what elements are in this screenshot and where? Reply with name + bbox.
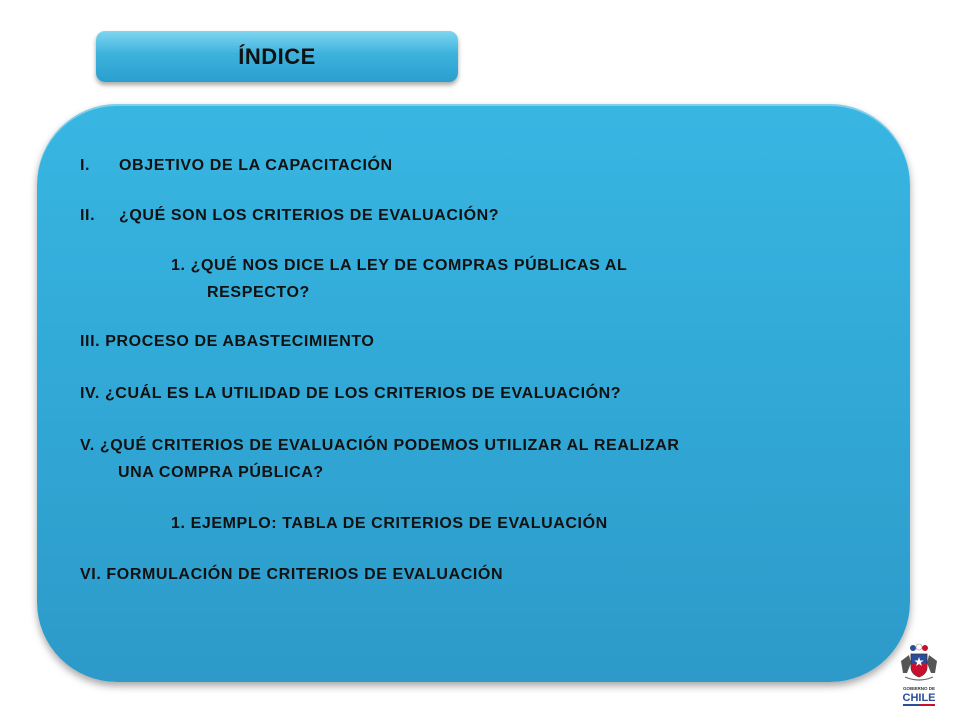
page-title: ÍNDICE — [238, 43, 316, 69]
item-text-line2: UNA COMPRA PÚBLICA? — [118, 464, 324, 481]
coat-of-arms-icon — [895, 643, 943, 711]
list-item-continuation — [207, 281, 310, 305]
list-item — [80, 382, 621, 406]
index-list — [37, 104, 910, 682]
gobierno-de-chile-logo — [895, 643, 943, 711]
item-text: III. PROCESO DE ABASTECIMIENTO — [80, 333, 375, 350]
item-text: VI. FORMULACIÓN DE CRITERIOS DE EVALUACIÓN — [80, 566, 504, 583]
item-text-line1: 1. ¿QUÉ NOS DICE LA LEY DE COMPRAS PÚBLICAS AL — [171, 257, 628, 274]
list-item — [171, 512, 608, 536]
item-text: OBJETIVO DE LA CAPACITACIÓN — [119, 157, 393, 174]
item-text: 1. EJEMPLO: TABLA DE CRITERIOS DE EVALUACIÓN — [171, 515, 608, 532]
item-text: IV. ¿CUÁL ES LA UTILIDAD DE LOS CRITERIOS DE EVALUACIÓN? — [80, 385, 622, 402]
list-item — [80, 330, 374, 354]
list-item-continuation — [118, 461, 324, 485]
index-panel — [37, 104, 910, 682]
item-number: I. — [80, 157, 91, 174]
item-text-line2: RESPECTO? — [207, 284, 310, 301]
list-item — [80, 563, 503, 587]
item-text: ¿QUÉ SON LOS CRITERIOS DE EVALUACIÓN? — [119, 207, 500, 224]
item-number: II. — [80, 207, 96, 224]
item-text-line1: V. ¿QUÉ CRITERIOS DE EVALUACIÓN PODEMOS UTILIZAR AL REALIZAR — [80, 437, 680, 454]
svg-text:GOBIERNO DE: GOBIERNO DE — [902, 686, 936, 691]
title-banner — [96, 31, 458, 82]
list-item — [80, 434, 680, 458]
list-item — [171, 254, 627, 278]
svg-text:CHILE: CHILE — [902, 692, 936, 704]
